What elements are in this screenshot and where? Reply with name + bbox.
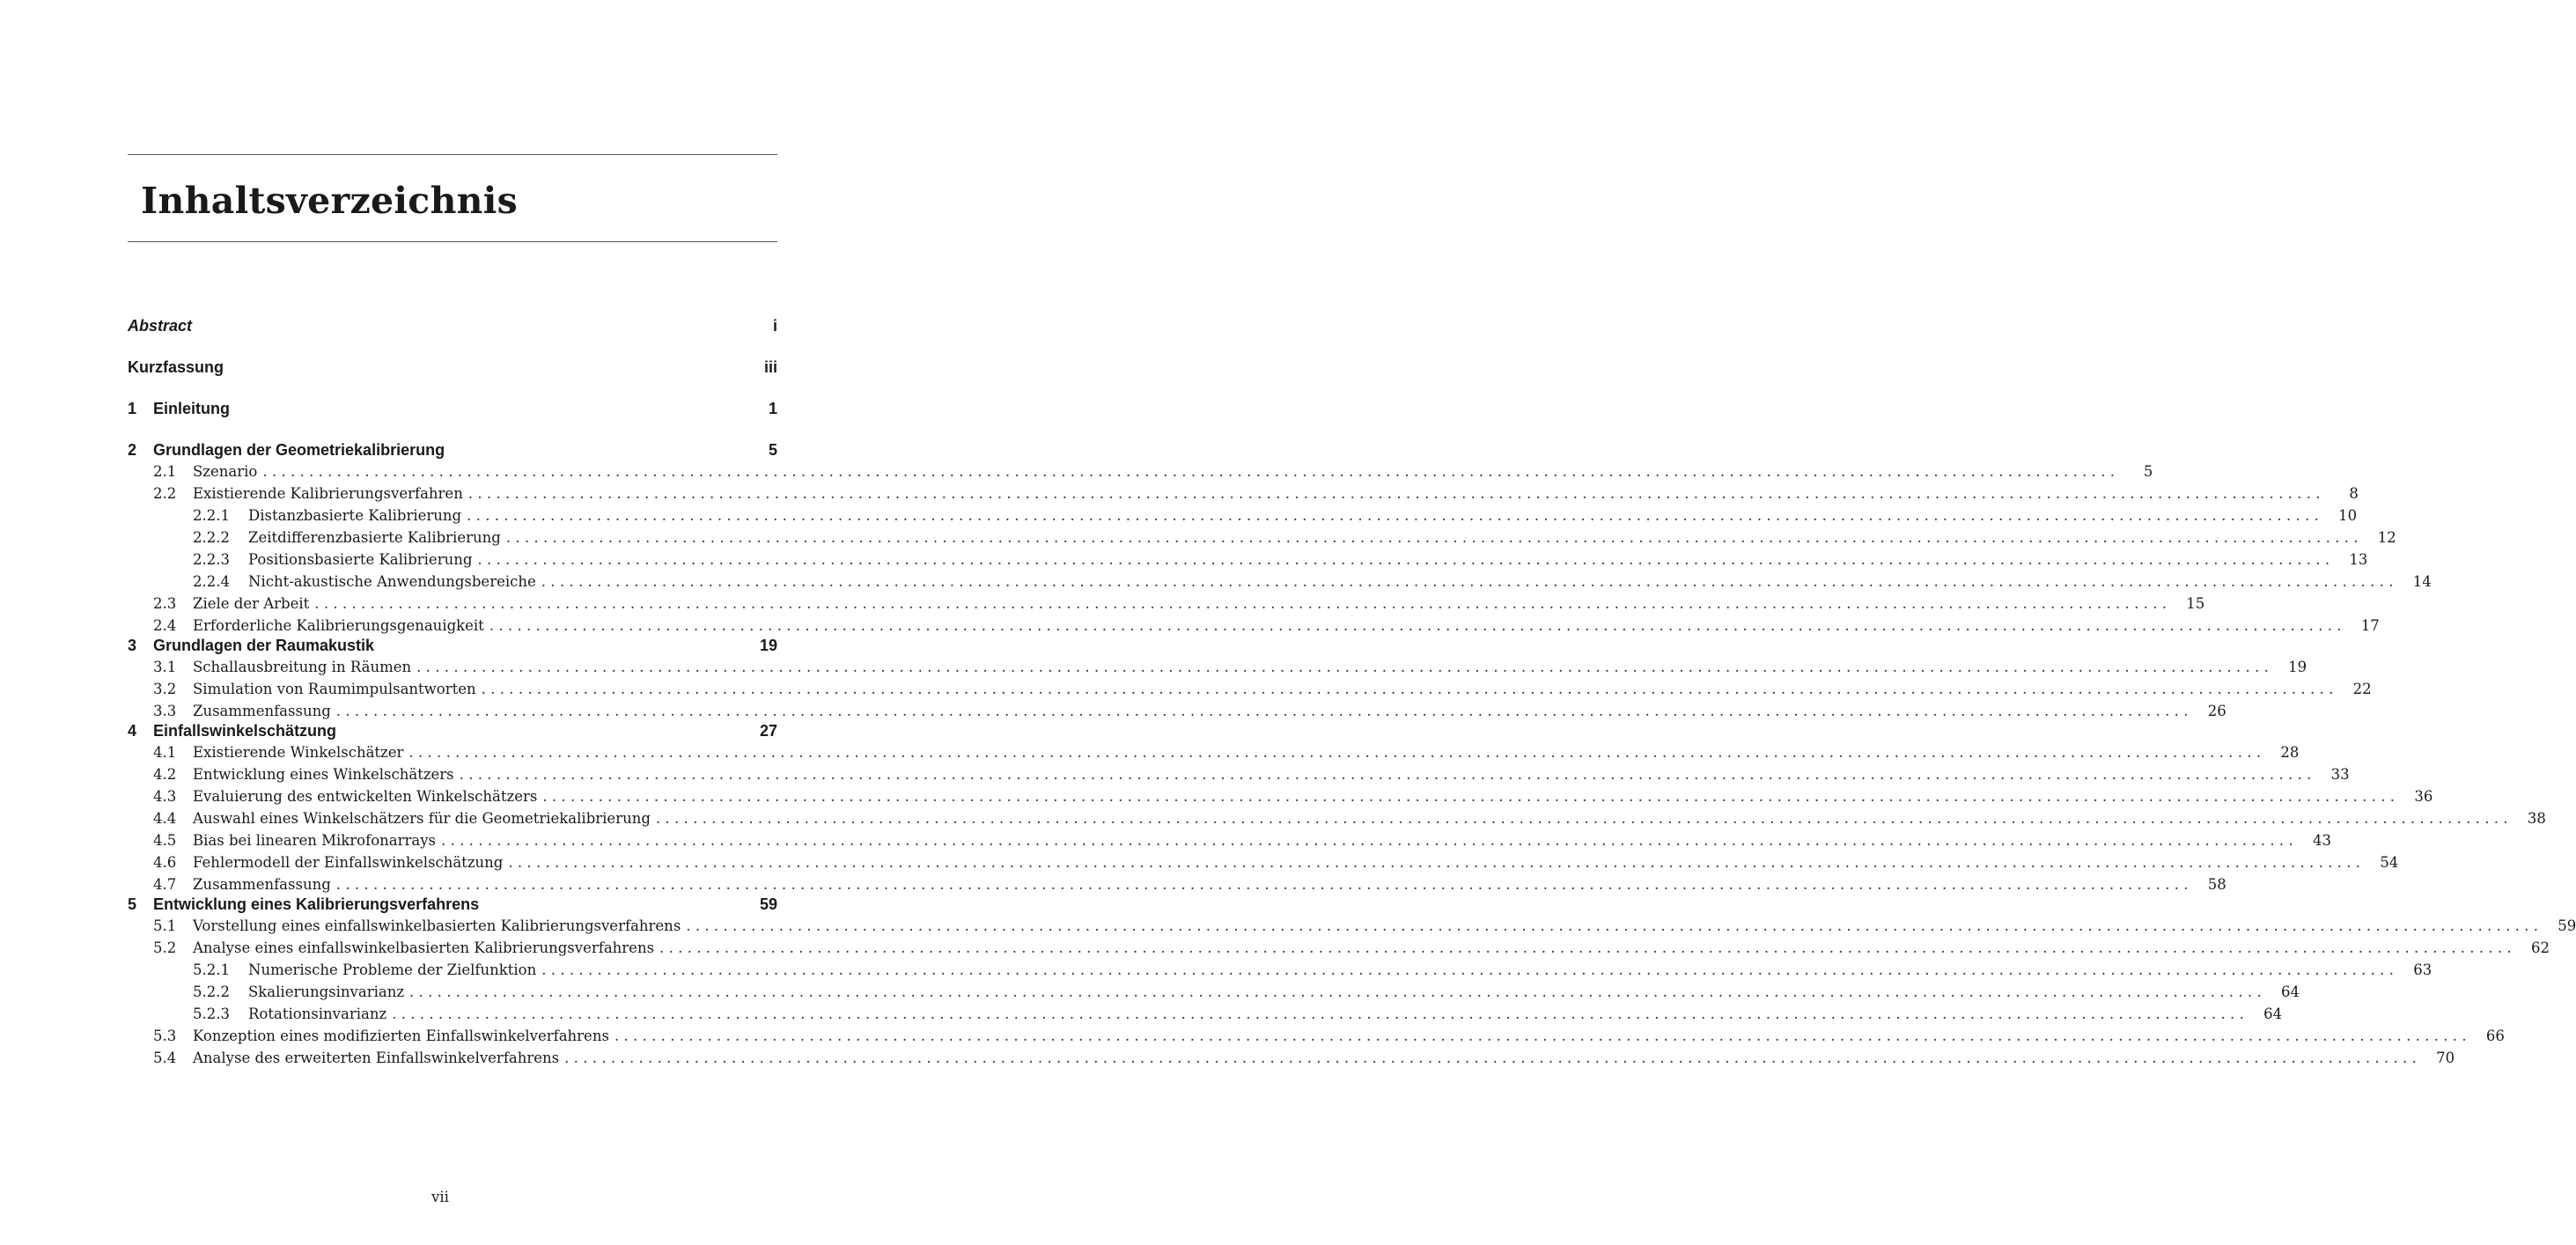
toc-entry-chapter[interactable]: [128, 722, 777, 744]
toc-leader-dots: ........................................................................................................................................................................................................: [459, 766, 2316, 783]
toc-entry-number: 4.1: [153, 744, 177, 761]
toc-entry-page: 14: [2412, 573, 2432, 590]
toc-entry-title: Einfallswinkelschätzung: [153, 722, 337, 740]
toc-entry-title: Ziele der Arbeit: [193, 595, 310, 612]
toc-entry-number: 2.2.2: [193, 529, 230, 546]
toc-entry-number: 3.3: [153, 703, 177, 719]
toc-entry-page: 19: [759, 637, 777, 654]
toc-entry-title: Numerische Probleme der Zielfunktion: [248, 961, 537, 978]
toc-leader-dots: ........................................................................................................................................................................................................: [467, 485, 2325, 502]
toc-entry-number: 3.1: [153, 659, 177, 675]
toc-leader-dots: ........................................................................................................................................................................................................: [655, 810, 2513, 827]
toc-entry-title: Existierende Kalibrierungsverfahren: [193, 485, 463, 502]
toc-entry-number: 2.3: [153, 595, 177, 612]
toc-leader-dots: ........................................................................................................................................................................................................: [542, 788, 2400, 805]
toc-entry-number: 5.4: [153, 1050, 177, 1066]
toc-entry-chapter[interactable]: [128, 358, 777, 380]
heading-rule-bottom: [128, 241, 777, 242]
toc-entry-subsection[interactable]: [128, 983, 2300, 1006]
toc-entry-page: 5: [768, 441, 777, 459]
toc-entry-chapter[interactable]: [128, 317, 777, 339]
toc-leader-dots: ........................................................................................................................................................................................................: [335, 876, 2193, 893]
toc-leader-dots: ........................................................................................................................................................................................................: [508, 854, 2366, 871]
toc-entry-number: 1: [128, 400, 137, 417]
toc-entry-page: 66: [2485, 1028, 2505, 1044]
toc-entry-title: Auswahl eines Winkelschätzers für die Geometriekalibrierung: [193, 810, 651, 827]
toc-entry-number: 4.4: [153, 810, 177, 827]
toc-entry-page: 33: [2330, 766, 2350, 783]
toc-entry-title: Rotationsinvarianz: [248, 1006, 387, 1022]
toc-leader-dots: ........................................................................................................................................................................................................: [659, 939, 2517, 956]
toc-entry-section[interactable]: [128, 744, 2300, 766]
toc-leader-dots: ........................................................................................................................................................................................................: [441, 832, 2298, 849]
toc-entry-page: 63: [2413, 961, 2432, 978]
toc-entry-title: Abstract: [128, 317, 193, 335]
toc-entry-number: 4: [128, 722, 137, 740]
toc-entry-page: 54: [2380, 854, 2399, 871]
toc-entry-section[interactable]: [128, 485, 2359, 507]
toc-leader-dots: ........................................................................................................................................................................................................: [467, 507, 2324, 524]
toc-entry-page: 59: [2558, 917, 2576, 934]
toc-entry-title: Einleitung: [153, 400, 230, 417]
toc-entry-page: 36: [2414, 788, 2433, 805]
toc-entry-number: 5.1: [153, 917, 177, 934]
toc-entry-section[interactable]: [128, 463, 2153, 485]
toc-entry-page: 28: [2280, 744, 2300, 761]
toc-entry-title: Entwicklung eines Kalibrierungsverfahrens: [153, 895, 480, 913]
toc-entry-chapter[interactable]: [128, 400, 777, 422]
toc-entry-page: 64: [2281, 983, 2300, 1000]
toc-entry-title: Kurzfassung: [128, 358, 224, 376]
toc-entry-page: 15: [2186, 595, 2205, 612]
toc-entry-section[interactable]: [128, 917, 2576, 939]
toc-entry-section[interactable]: [128, 854, 2399, 876]
toc-entry-subsection[interactable]: [128, 529, 2396, 551]
toc-entry-title: Zeitdifferenzbasierte Kalibrierung: [248, 529, 501, 546]
toc-leader-dots: ........................................................................................................................................................................................................: [614, 1028, 2471, 1044]
toc-entry-title: Zusammenfassung: [193, 703, 331, 719]
toc-entry-title: Entwicklung eines Winkelschätzers: [193, 766, 454, 783]
page-number: vii: [431, 1189, 449, 1205]
toc-entry-title: Schallausbreitung in Räumen: [193, 659, 412, 675]
toc-entry-page: 1: [768, 400, 777, 417]
toc-entry-page: iii: [763, 358, 777, 376]
toc-entry-page: 62: [2531, 939, 2550, 956]
toc-entry-page: 12: [2377, 529, 2396, 546]
page-title: Inhaltsverzeichnis: [141, 180, 519, 222]
toc-entry-number: 5.3: [153, 1028, 177, 1044]
toc-entry-page: 8: [2349, 485, 2359, 502]
toc-entry-page: 64: [2263, 1006, 2283, 1022]
toc-entry-page: 58: [2207, 876, 2226, 893]
toc-entry-section[interactable]: [128, 681, 2372, 703]
toc-entry-section[interactable]: [128, 1050, 2455, 1072]
toc-entry-subsection[interactable]: [128, 573, 2432, 595]
toc-entry-title: Simulation von Raumimpulsantworten: [193, 681, 476, 697]
toc-leader-dots: ........................................................................................................................................................................................................: [686, 917, 2543, 934]
toc-leader-dots: ........................................................................................................................................................................................................: [314, 595, 2172, 612]
toc-entry-page: 13: [2349, 551, 2368, 568]
toc-entry-title: Analyse eines einfallswinkelbasierten Kalibrierungsverfahrens: [193, 939, 655, 956]
toc-entry-page: 5: [2143, 463, 2153, 480]
toc-entry-section[interactable]: [128, 595, 2205, 617]
toc-entry-section[interactable]: [128, 788, 2433, 810]
toc-entry-page: 38: [2527, 810, 2546, 827]
toc-leader-dots: ........................................................................................................................................................................................................: [505, 529, 2363, 546]
toc-entry-title: Nicht-akustische Anwendungsbereiche: [248, 573, 536, 590]
toc-entry-title: Skalierungsinvarianz: [248, 983, 405, 1000]
toc-entry-subsection[interactable]: [128, 507, 2358, 529]
toc-entry-chapter[interactable]: [128, 637, 777, 659]
toc-entry-title: Evaluierung des entwickelten Winkelschätzers: [193, 788, 538, 805]
toc-entry-page: 70: [2436, 1050, 2455, 1066]
toc-entry-section[interactable]: [128, 1028, 2505, 1050]
toc-entry-number: 2: [128, 441, 137, 459]
toc-entry-number: 5: [128, 895, 137, 913]
toc-leader-dots: ........................................................................................................................................................................................................: [481, 681, 2338, 697]
toc-entry-number: 5.2.2: [193, 983, 230, 1000]
toc-entry-subsection[interactable]: [128, 961, 2432, 983]
heading-rule-top: [128, 154, 777, 155]
toc-entry-title: Existierende Winkelschätzer: [193, 744, 404, 761]
toc-entry-number: 4.3: [153, 788, 177, 805]
toc-entry-number: 2.2: [153, 485, 177, 502]
toc-entry-number: 4.2: [153, 766, 177, 783]
toc-entry-title: Konzeption eines modifizierten Einfallswinkelverfahrens: [193, 1028, 609, 1044]
toc-entry-page: 19: [2288, 659, 2307, 675]
toc-entry-title: Distanzbasierte Kalibrierung: [248, 507, 462, 524]
toc-entry-title: Positionsbasierte Kalibrierung: [248, 551, 473, 568]
toc-entry-number: 2.1: [153, 463, 177, 480]
toc-entry-number: 2.2.3: [193, 551, 230, 568]
toc-entry-page: i: [772, 317, 777, 335]
toc-entry-title: Analyse des erweiterten Einfallswinkelverfahrens: [193, 1050, 560, 1066]
toc-leader-dots: ........................................................................................................................................................................................................: [408, 744, 2266, 761]
toc-entry-number: 4.7: [153, 876, 177, 893]
toc-entry-title: Bias bei linearen Mikrofonarrays: [193, 832, 437, 849]
toc-entry-number: 3: [128, 637, 137, 654]
toc-entry-page: 26: [2207, 703, 2226, 719]
toc-leader-dots: ........................................................................................................................................................................................................: [416, 659, 2274, 675]
toc-entry-title: Grundlagen der Geometriekalibrierung: [153, 441, 445, 459]
toc-entry-number: 5.2.3: [193, 1006, 230, 1022]
toc-entry-number: 2.2.4: [193, 573, 230, 590]
toc-entry-title: Zusammenfassung: [193, 876, 331, 893]
toc-leader-dots: ........................................................................................................................................................................................................: [541, 961, 2399, 978]
toc-entry-number: 5.2: [153, 939, 177, 956]
toc-entry-section[interactable]: [128, 766, 2350, 788]
toc-leader-dots: ........................................................................................................................................................................................................: [262, 463, 2120, 480]
toc-entry-number: 2.4: [153, 617, 177, 634]
toc-leader-dots: ........................................................................................................................................................................................................: [392, 1006, 2249, 1022]
toc-entry-page: 10: [2338, 507, 2358, 524]
toc-leader-dots: ........................................................................................................................................................................................................: [489, 617, 2346, 634]
toc-leader-dots: ........................................................................................................................................................................................................: [335, 703, 2193, 719]
toc-entry-page: 43: [2313, 832, 2331, 849]
toc-entry-number: 2.2.1: [193, 507, 230, 524]
toc-leader-dots: ........................................................................................................................................................................................................: [564, 1050, 2422, 1066]
toc-entry-page: 27: [759, 722, 777, 740]
toc-entry-chapter[interactable]: [128, 895, 777, 917]
toc-entry-page: 59: [759, 895, 777, 913]
toc-entry-title: Vorstellung eines einfallswinkelbasierten Kalibrierungsverfahrens: [193, 917, 681, 934]
toc-entry-chapter[interactable]: [128, 441, 777, 463]
toc-entry-title: Fehlermodell der Einfallswinkelschätzung: [193, 854, 504, 871]
toc-entry-number: 3.2: [153, 681, 177, 697]
toc-entry-section[interactable]: [128, 939, 2550, 961]
toc-entry-page: 17: [2360, 617, 2380, 634]
toc-entry-subsection[interactable]: [128, 1006, 2283, 1028]
toc-leader-dots: ........................................................................................................................................................................................................: [409, 983, 2266, 1000]
toc-entry-section[interactable]: [128, 659, 2307, 681]
toc-entry-section[interactable]: [128, 810, 2546, 832]
toc-entry-section[interactable]: [128, 832, 2331, 854]
toc-leader-dots: ........................................................................................................................................................................................................: [541, 573, 2398, 590]
toc-leader-dots: ........................................................................................................................................................................................................: [477, 551, 2335, 568]
toc-entry-page: 22: [2352, 681, 2372, 697]
toc-entry-title: Erforderliche Kalibrierungsgenauigkeit: [193, 617, 484, 634]
toc-entry-title: Grundlagen der Raumakustik: [153, 637, 375, 654]
toc-entry-number: 5.2.1: [193, 961, 230, 978]
toc-entry-number: 4.6: [153, 854, 177, 871]
toc-entry-title: Szenario: [193, 463, 258, 480]
toc-entry-subsection[interactable]: [128, 551, 2368, 573]
toc-entry-number: 4.5: [153, 832, 177, 849]
